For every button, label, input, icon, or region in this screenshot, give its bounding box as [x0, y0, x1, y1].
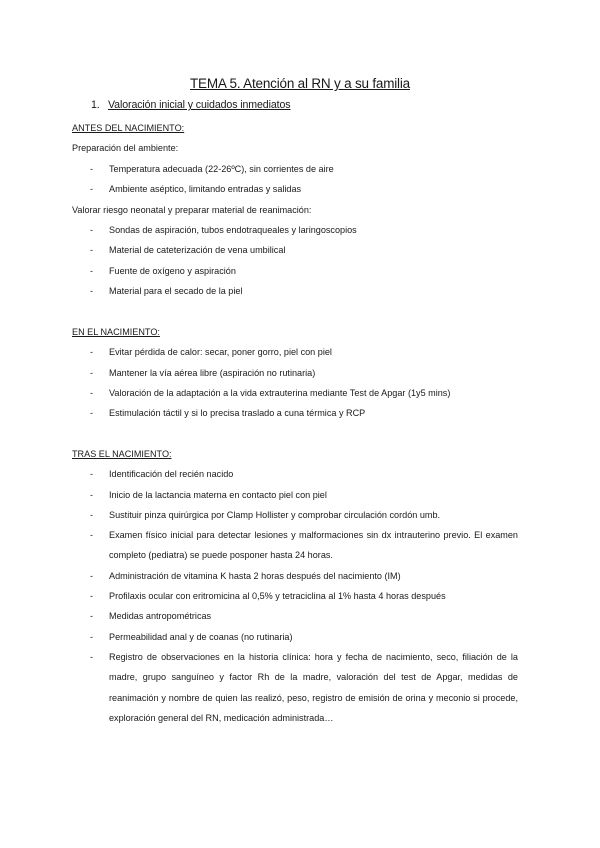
valorar-label: Valorar riesgo neonatal y preparar material de reanimación: [72, 205, 312, 215]
tras-heading: TRAS EL NACIMIENTO: [72, 449, 172, 459]
list-item-text: Medidas antropométricas [109, 611, 212, 621]
list-item-text: Permeabilidad anal y de coanas (no rutinaria) [109, 632, 293, 642]
list-item-text: Inicio de la lactancia materna en contacto piel con piel [109, 490, 327, 500]
section-heading [91, 99, 290, 111]
bullet-dash: - [90, 266, 94, 276]
bullet-dash: - [90, 632, 94, 642]
list-item-text: Sustituir pinza quirúrgica por Clamp Hollister y comprobar circulación cordón umb. [109, 510, 441, 520]
list-item-text: Material para el secado de la piel [109, 286, 243, 296]
bullet-dash: - [90, 388, 94, 398]
list-item-text: Sondas de aspiración, tubos endotraqueales y laringoscopios [109, 225, 357, 235]
section-heading-text: Valoración inicial y cuidados inmediatos [108, 99, 291, 111]
bullet-dash: - [90, 225, 94, 235]
antes-heading: ANTES DEL NACIMIENTO: [72, 123, 185, 133]
list-item-text: Material de cateterización de vena umbilical [109, 245, 286, 255]
preparacion-label: Preparación del ambiente: [72, 143, 179, 153]
list-item-text: Estimulación táctil y si lo precisa traslado a cuna térmica y RCP [109, 408, 366, 418]
bullet-dash: - [90, 164, 94, 174]
list-item-text: Fuente de oxígeno y aspiración [109, 266, 236, 276]
bullet-dash: - [90, 490, 94, 500]
list-item-text: Temperatura adecuada (22-26ºC), sin corrientes de aire [109, 164, 334, 174]
page-title: TEMA 5. Atención al RN y a su familia [190, 76, 410, 91]
bullet-dash: - [90, 652, 94, 662]
bullet-dash: - [90, 347, 94, 357]
en-heading: EN EL NACIMIENTO: [72, 327, 160, 337]
bullet-dash: - [90, 245, 94, 255]
bullet-dash: - [90, 286, 94, 296]
list-item-text: Examen físico inicial para detectar lesiones y malformaciones sin dx intrauterino previo. El examen completo (pediatra) se puede posponer hasta 24 horas. [109, 529, 518, 560]
bullet-dash: - [90, 368, 94, 378]
list-item-text: Evitar pérdida de calor: secar, poner gorro, piel con piel [109, 347, 332, 357]
bullet-dash: - [90, 571, 94, 581]
bullet-dash: - [90, 408, 94, 418]
list-item-text: Registro de observaciones en la historia clínica: hora y fecha de nacimiento, seco, filiación de la madre, grupo sanguíneo y factor Rh de la madre, valoración del test de Apgar, medidas de reanimación y nombre de quien las realizó, peso, registro de emisión de orina y meconio si procede, exploración general del RN, medicación administrada… [109, 651, 518, 723]
list-item-text: Identificación del recién nacido [109, 469, 234, 479]
bullet-dash: - [90, 510, 94, 520]
bullet-dash: - [90, 530, 94, 540]
list-item-text: Valoración de la adaptación a la vida extrauterina mediante Test de Apgar (1y5 mins) [109, 388, 451, 398]
section-number: 1. [91, 99, 100, 111]
bullet-dash: - [90, 184, 94, 194]
list-item-text: Administración de vitamina K hasta 2 horas después del nacimiento (IM) [109, 571, 401, 581]
list-item-text: Ambiente aséptico, limitando entradas y salidas [109, 184, 302, 194]
bullet-dash: - [90, 611, 94, 621]
list-item-text: Profilaxis ocular con eritromicina al 0,5% y tetraciclina al 1% hasta 4 horas después [109, 591, 446, 601]
bullet-dash: - [90, 591, 94, 601]
list-item-text: Mantener la vía aérea libre (aspiración no rutinaria) [109, 368, 316, 378]
bullet-dash: - [90, 469, 94, 479]
